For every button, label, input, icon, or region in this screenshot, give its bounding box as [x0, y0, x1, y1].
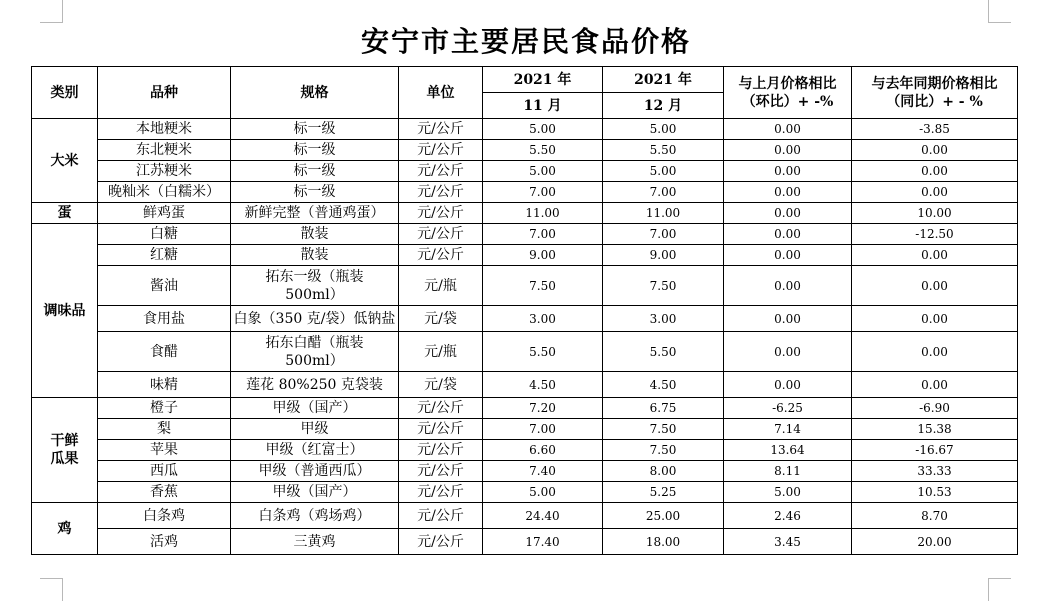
table-row — [32, 266, 1018, 306]
category-line2: 瓜果 — [50, 451, 79, 467]
header-yoy-line2: （同比）+ - % — [886, 93, 983, 110]
variety-cell: 梨 — [98, 419, 231, 440]
spec-cell: 散装 — [231, 224, 399, 245]
variety-cell: 酱油 — [98, 266, 231, 306]
header-spec: 规格 — [231, 67, 399, 119]
nov-price-cell: 7.00 — [483, 182, 603, 203]
variety-cell: 活鸡 — [98, 529, 231, 555]
mom-cell: 2.46 — [724, 503, 852, 529]
crop-mark-top-right — [988, 0, 1011, 23]
spec-cell: 标一级 — [231, 119, 399, 140]
nov-price-cell: 5.00 — [483, 482, 603, 503]
mom-cell: 0.00 — [724, 224, 852, 245]
dec-price-cell: 6.75 — [603, 398, 724, 419]
header-mom — [724, 67, 852, 119]
nov-price-cell: 5.00 — [483, 161, 603, 182]
header-period2-month: 12 月 — [603, 93, 724, 119]
table-row — [32, 440, 1018, 461]
category-cell: 调味品 — [32, 224, 98, 398]
yoy-cell: 15.38 — [852, 419, 1018, 440]
variety-cell: 食用盐 — [98, 306, 231, 332]
page-title: 安宁市主要居民食品价格 — [360, 25, 691, 58]
header-yoy — [852, 67, 1018, 119]
unit-cell: 元/公斤 — [399, 503, 483, 529]
nov-price-cell: 7.50 — [483, 266, 603, 306]
dec-price-cell: 4.50 — [603, 372, 724, 398]
yoy-cell: 0.00 — [852, 372, 1018, 398]
yoy-cell: -6.90 — [852, 398, 1018, 419]
unit-cell: 元/公斤 — [399, 440, 483, 461]
yoy-cell: 10.53 — [852, 482, 1018, 503]
dec-price-cell: 18.00 — [603, 529, 724, 555]
yoy-cell: 33.33 — [852, 461, 1018, 482]
variety-cell: 本地粳米 — [98, 119, 231, 140]
yoy-cell: 0.00 — [852, 332, 1018, 372]
unit-cell: 元/袋 — [399, 372, 483, 398]
table-row — [32, 161, 1018, 182]
unit-cell: 元/公斤 — [399, 398, 483, 419]
yoy-cell: 8.70 — [852, 503, 1018, 529]
mom-cell: 0.00 — [724, 306, 852, 332]
price-table — [31, 66, 1018, 555]
spec-cell: 新鲜完整（普通鸡蛋） — [231, 203, 399, 224]
yoy-cell: 0.00 — [852, 266, 1018, 306]
table-row — [32, 332, 1018, 372]
spec-line2: 500ml） — [285, 352, 344, 369]
variety-cell: 红糖 — [98, 245, 231, 266]
crop-mark-top-left — [40, 0, 63, 23]
spec-cell: 标一级 — [231, 182, 399, 203]
table-row — [32, 398, 1018, 419]
nov-price-cell: 7.00 — [483, 224, 603, 245]
variety-cell: 晚籼米（白糯米） — [98, 182, 231, 203]
nov-price-cell: 7.20 — [483, 398, 603, 419]
variety-cell: 食醋 — [98, 332, 231, 372]
spec-cell: 标一级 — [231, 140, 399, 161]
variety-cell: 苹果 — [98, 440, 231, 461]
unit-cell: 元/公斤 — [399, 182, 483, 203]
unit-cell: 元/袋 — [399, 306, 483, 332]
variety-cell: 白条鸡 — [98, 503, 231, 529]
variety-cell: 味精 — [98, 372, 231, 398]
mom-cell: 0.00 — [724, 161, 852, 182]
variety-cell: 香蕉 — [98, 482, 231, 503]
spec-cell: 散装 — [231, 245, 399, 266]
spec-cell: 甲级（国产） — [231, 398, 399, 419]
header-mom-line1: 与上月价格相比 — [738, 75, 837, 92]
mom-cell: 0.00 — [724, 182, 852, 203]
nov-price-cell: 7.00 — [483, 419, 603, 440]
unit-cell: 元/公斤 — [399, 419, 483, 440]
nov-price-cell: 11.00 — [483, 203, 603, 224]
mom-cell: 0.00 — [724, 203, 852, 224]
spec-cell — [231, 332, 399, 372]
variety-cell: 西瓜 — [98, 461, 231, 482]
dec-price-cell: 9.00 — [603, 245, 724, 266]
dec-price-cell: 7.50 — [603, 419, 724, 440]
spec-cell: 白条鸡（鸡场鸡） — [231, 503, 399, 529]
yoy-cell: 0.00 — [852, 245, 1018, 266]
table-row — [32, 529, 1018, 555]
table-row — [32, 224, 1018, 245]
mom-cell: -6.25 — [724, 398, 852, 419]
dec-price-cell: 8.00 — [603, 461, 724, 482]
yoy-cell: 0.00 — [852, 140, 1018, 161]
unit-cell: 元/公斤 — [399, 245, 483, 266]
mom-cell: 0.00 — [724, 119, 852, 140]
crop-mark-bottom-left — [40, 578, 63, 601]
dec-price-cell: 5.00 — [603, 161, 724, 182]
mom-cell: 7.14 — [724, 419, 852, 440]
unit-cell: 元/公斤 — [399, 119, 483, 140]
nov-price-cell: 5.50 — [483, 140, 603, 161]
category-line1: 干鲜 — [50, 433, 79, 449]
table-row — [32, 245, 1018, 266]
table-row — [32, 503, 1018, 529]
dec-price-cell: 7.00 — [603, 182, 724, 203]
yoy-cell: 0.00 — [852, 306, 1018, 332]
header-mom-line2: （环比）+ -% — [741, 93, 834, 110]
header-period1-year: 2021 年 — [483, 67, 603, 93]
header-period2-year: 2021 年 — [603, 67, 724, 93]
mom-cell: 13.64 — [724, 440, 852, 461]
yoy-cell: -16.67 — [852, 440, 1018, 461]
mom-cell: 0.00 — [724, 140, 852, 161]
table-row — [32, 461, 1018, 482]
nov-price-cell: 4.50 — [483, 372, 603, 398]
mom-cell: 0.00 — [724, 245, 852, 266]
unit-cell: 元/公斤 — [399, 224, 483, 245]
category-cell: 鸡 — [32, 503, 98, 555]
yoy-cell: 10.00 — [852, 203, 1018, 224]
nov-price-cell: 17.40 — [483, 529, 603, 555]
nov-price-cell: 7.40 — [483, 461, 603, 482]
spec-cell: 甲级（普通西瓜） — [231, 461, 399, 482]
yoy-cell: 20.00 — [852, 529, 1018, 555]
dec-price-cell: 5.25 — [603, 482, 724, 503]
spec-cell: 标一级 — [231, 161, 399, 182]
table-row — [32, 203, 1018, 224]
crop-mark-bottom-right — [988, 578, 1011, 601]
unit-cell: 元/公斤 — [399, 140, 483, 161]
variety-cell: 白糖 — [98, 224, 231, 245]
category-cell: 蛋 — [32, 203, 98, 224]
nov-price-cell: 24.40 — [483, 503, 603, 529]
dec-price-cell: 5.50 — [603, 140, 724, 161]
spec-line1: 拓东白醋（瓶装 — [265, 334, 364, 351]
dec-price-cell: 7.00 — [603, 224, 724, 245]
table-row — [32, 182, 1018, 203]
spec-cell: 三黄鸡 — [231, 529, 399, 555]
yoy-cell: -3.85 — [852, 119, 1018, 140]
dec-price-cell: 11.00 — [603, 203, 724, 224]
table-row — [32, 140, 1018, 161]
spec-cell — [231, 266, 399, 306]
mom-cell: 8.11 — [724, 461, 852, 482]
spec-cell: 莲花 80%250 克袋装 — [231, 372, 399, 398]
nov-price-cell: 3.00 — [483, 306, 603, 332]
table-row — [32, 482, 1018, 503]
spec-cell: 甲级（红富士） — [231, 440, 399, 461]
unit-cell: 元/公斤 — [399, 482, 483, 503]
nov-price-cell: 5.50 — [483, 332, 603, 372]
variety-cell: 鲜鸡蛋 — [98, 203, 231, 224]
mom-cell: 0.00 — [724, 266, 852, 306]
spec-line1: 拓东一级（瓶装 — [265, 268, 364, 285]
header-period1-month: 11 月 — [483, 93, 603, 119]
variety-cell: 橙子 — [98, 398, 231, 419]
dec-price-cell: 7.50 — [603, 440, 724, 461]
yoy-cell: 0.00 — [852, 182, 1018, 203]
table-row — [32, 119, 1018, 140]
header-category: 类别 — [32, 67, 98, 119]
nov-price-cell: 6.60 — [483, 440, 603, 461]
spec-cell: 甲级（国产） — [231, 482, 399, 503]
yoy-cell: 0.00 — [852, 161, 1018, 182]
yoy-cell: -12.50 — [852, 224, 1018, 245]
header-yoy-line1: 与去年同期价格相比 — [871, 75, 998, 92]
mom-cell: 3.45 — [724, 529, 852, 555]
mom-cell: 0.00 — [724, 372, 852, 398]
spec-cell: 白象（350 克/袋）低钠盐 — [231, 306, 399, 332]
unit-cell: 元/瓶 — [399, 332, 483, 372]
spec-line2: 500ml） — [285, 286, 344, 303]
table-row — [32, 306, 1018, 332]
unit-cell: 元/公斤 — [399, 461, 483, 482]
dec-price-cell: 5.50 — [603, 332, 724, 372]
unit-cell: 元/瓶 — [399, 266, 483, 306]
header-unit: 单位 — [399, 67, 483, 119]
variety-cell: 江苏粳米 — [98, 161, 231, 182]
dec-price-cell: 7.50 — [603, 266, 724, 306]
header-variety: 品种 — [98, 67, 231, 119]
spec-cell: 甲级 — [231, 419, 399, 440]
variety-cell: 东北粳米 — [98, 140, 231, 161]
unit-cell: 元/公斤 — [399, 529, 483, 555]
dec-price-cell: 25.00 — [603, 503, 724, 529]
table-row — [32, 419, 1018, 440]
unit-cell: 元/公斤 — [399, 161, 483, 182]
nov-price-cell: 9.00 — [483, 245, 603, 266]
dec-price-cell: 5.00 — [603, 119, 724, 140]
category-cell — [32, 398, 98, 503]
table-row — [32, 372, 1018, 398]
category-cell: 大米 — [32, 119, 98, 203]
mom-cell: 0.00 — [724, 332, 852, 372]
mom-cell: 5.00 — [724, 482, 852, 503]
nov-price-cell: 5.00 — [483, 119, 603, 140]
unit-cell: 元/公斤 — [399, 203, 483, 224]
dec-price-cell: 3.00 — [603, 306, 724, 332]
